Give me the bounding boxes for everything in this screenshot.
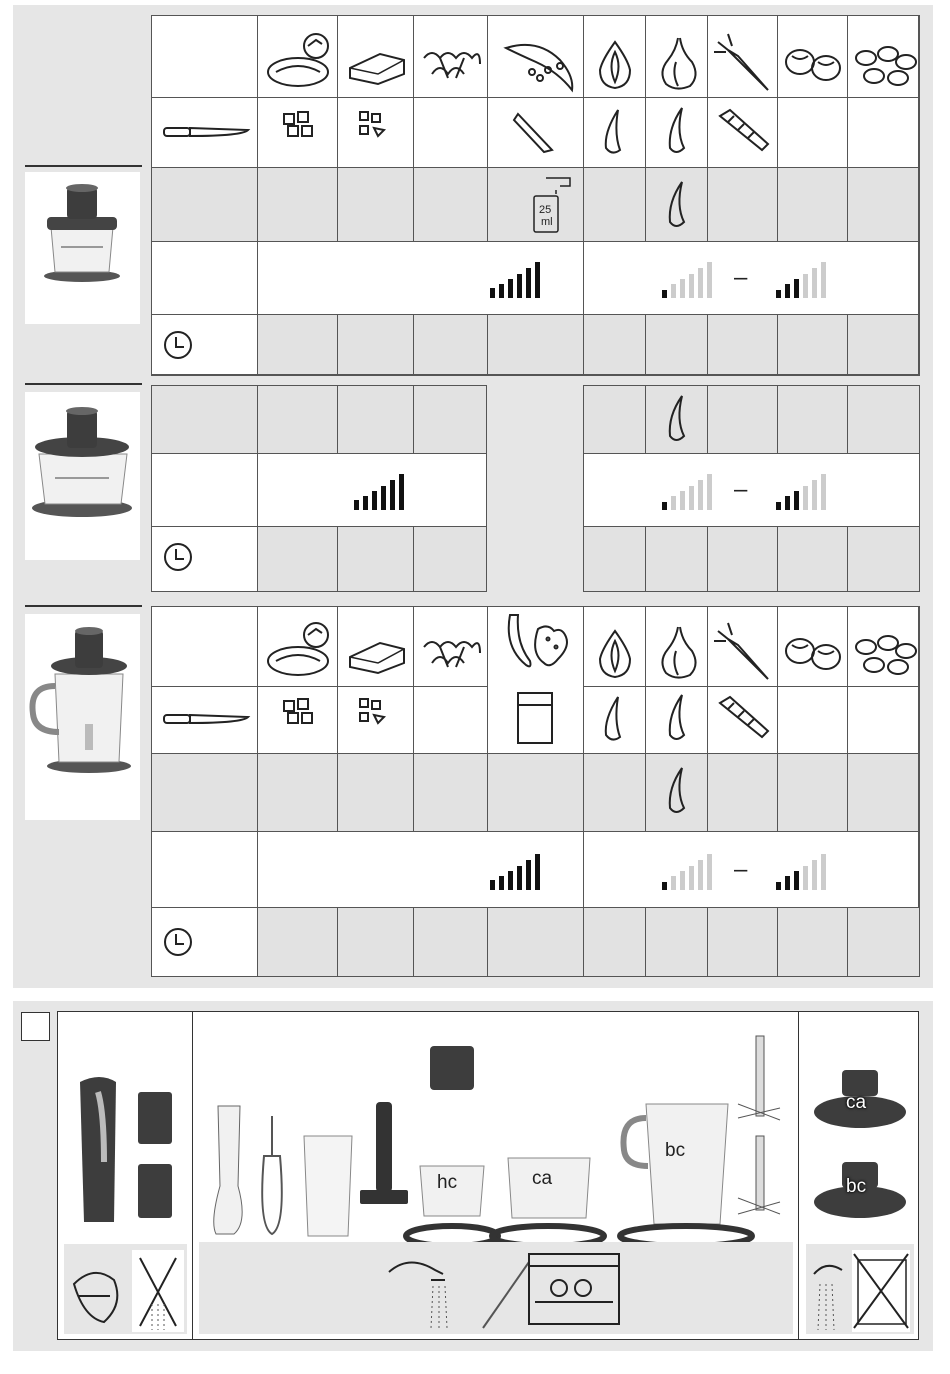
bc-chopper-image [25,614,140,820]
ca-qty-herbs [414,386,486,454]
ca-speed-max [258,454,486,527]
clock-icon [165,929,191,955]
onion-icon [600,631,630,677]
food-cheese [338,16,414,98]
time-carrot [708,315,778,375]
tap-icon [814,1266,842,1274]
qty-carrot [708,168,778,242]
meat-icon [268,34,328,86]
ca-time-almonds [848,527,919,591]
ca-qty-meat [258,386,338,454]
bc-cut-onion [584,687,646,754]
ca-qty-garlic [646,386,708,454]
time-meat [258,315,338,375]
ca-time-garlic [646,527,708,591]
bc-speed-label [152,832,258,908]
ca-time-onion [584,527,646,591]
speed-max [258,242,584,315]
lid-ca-label: ca [846,1092,867,1113]
ca-qty-walnuts [778,386,848,454]
water-jug-icon [518,693,552,743]
ca-time-herbs [414,527,486,591]
food-almonds [848,16,919,98]
quantity-row-label [152,168,258,242]
bc-time-almonds [848,908,919,976]
bc-cut-carrot [708,687,778,754]
food-carrot [708,16,778,98]
ca-qty-almonds [848,386,919,454]
no-dishwasher-instructions [806,1244,914,1334]
time-walnuts [778,315,848,375]
qty-onion [584,168,646,242]
cleaning-panel [57,1011,919,1340]
bc-time-carrot [708,908,778,976]
bc-food-garlic [646,607,708,687]
bc-speed-range [584,832,919,908]
table-ca-right [583,385,920,592]
clock-icon [165,332,191,358]
dishwasher-icon [529,1254,619,1324]
header-empty [152,16,258,98]
ca-time-label [152,527,258,591]
bc-food-almonds [848,607,919,687]
ca-bowl-label: ca [532,1168,553,1189]
cut-carrot [708,98,778,168]
bc-food-herbs [414,607,488,687]
cut-cheese [338,98,414,168]
wipe-instructions [64,1244,187,1334]
ca-qty-carrot [708,386,778,454]
food-chili [488,16,584,98]
carrot-icon [714,34,768,90]
ca-qty-cheese [338,386,414,454]
food-meat [258,16,338,98]
food-garlic [646,16,708,98]
table-ca-left [151,385,487,592]
qty-meat [258,168,338,242]
time-almonds [848,315,919,375]
almond-icon [856,636,916,674]
speed-separator: – [734,264,748,291]
cut-garlic [646,98,708,168]
knife-icon [164,128,248,136]
ca-time-walnuts [778,527,848,591]
bc-cut-garlic [646,687,708,754]
speed-separator: – [734,476,748,503]
garlic-icon [662,627,695,678]
bc-cut-almonds-empty [848,687,919,754]
ca-qty-onion [584,386,646,454]
bc-cut-herbs-empty [414,687,488,754]
bc-qty-garlic [646,754,708,832]
section-divider-ca [25,383,142,385]
cut-herbs-empty [414,98,488,168]
knife-icon [164,715,248,723]
bc-food-cheese [338,607,414,687]
section-divider-hc [25,165,142,167]
time-onion [584,315,646,375]
cup-unit: ml [541,216,553,228]
bc-time-fruit [488,908,584,976]
food-onion [584,16,646,98]
bc-food-carrot [708,607,778,687]
cut-walnuts-empty [778,98,848,168]
walnut-icon [786,50,840,80]
speed-row-label [152,242,258,315]
qty-walnuts [778,168,848,242]
section-number-box [21,1012,50,1041]
bc-time-garlic [646,908,708,976]
bc-qty-carrot [708,754,778,832]
ca-chopper-image [25,392,140,560]
bc-food-walnuts [778,607,848,687]
ca-time-meat [258,527,338,591]
clock-icon [165,544,191,570]
ca-quantity-label [152,386,258,454]
parsley-icon [424,642,480,667]
cup-amount: 25 [539,204,552,216]
bc-cut-walnuts-empty [778,687,848,754]
bc-qty-meat [258,754,338,832]
bc-cut-meat [258,687,338,754]
motor-unit-image [70,1072,180,1242]
cut-meat [258,98,338,168]
cut-chili [488,98,584,168]
ca-time-carrot [708,527,778,591]
banana-strawberry-icon [509,615,567,666]
ca-speed-range [584,454,919,527]
food-walnuts [778,16,848,98]
bc-time-onion [584,908,646,976]
knife-row-label [152,98,258,168]
speed-separator: – [734,856,748,883]
cheese-icon [350,643,404,673]
table-hc [151,15,920,376]
bc-time-meat [258,908,338,976]
hc-bowl-label: hc [437,1172,458,1193]
bc-qty-cheese [338,754,414,832]
chili-icon [506,45,572,90]
food-herbs [414,16,488,98]
lid-bc-label: bc [846,1176,867,1197]
parsley-icon [424,53,480,78]
bc-speed-max [258,832,584,908]
onion-icon [600,42,630,88]
qty-chili [488,168,584,242]
bc-header-empty [152,607,258,687]
bc-time-cheese [338,908,414,976]
tap-icon [389,1262,445,1280]
time-row-label [152,315,258,375]
bc-knife-label [152,687,258,754]
qty-herbs [414,168,488,242]
time-cheese [338,315,414,375]
qty-almonds [848,168,919,242]
hc-chopper-image [25,172,140,324]
bc-qty-almonds [848,754,919,832]
bc-qty-herbs [414,754,488,832]
ca-speed-label [152,454,258,527]
table-bc [151,606,920,977]
bc-time-walnuts [778,908,848,976]
bc-food-onion [584,607,646,687]
bc-food-fruit [488,607,584,754]
cut-almonds-empty [848,98,919,168]
bc-food-meat [258,607,338,687]
meat-icon [268,623,328,675]
bc-cut-cheese [338,687,414,754]
bc-time-label [152,908,258,976]
bc-qty-onion [584,754,646,832]
almond-icon [856,47,916,85]
bc-jug-label: bc [665,1140,686,1161]
bc-quantity-label [152,754,258,832]
ca-time-cheese [338,527,414,591]
section-divider-bc [25,605,142,607]
bc-time-herbs [414,908,488,976]
cut-onion [584,98,646,168]
carrot-icon [714,623,768,679]
time-herbs [414,315,488,375]
dishwasher-instructions [199,1242,793,1334]
accessories-image [208,1026,788,1246]
bc-qty-walnuts [778,754,848,832]
bc-qty-fruit [488,754,584,832]
walnut-icon [786,639,840,669]
cheese-icon [350,54,404,84]
time-chili [488,315,584,375]
qty-garlic [646,168,708,242]
speed-range [584,242,919,315]
qty-cheese [338,168,414,242]
time-garlic [646,315,708,375]
garlic-icon [662,38,695,89]
